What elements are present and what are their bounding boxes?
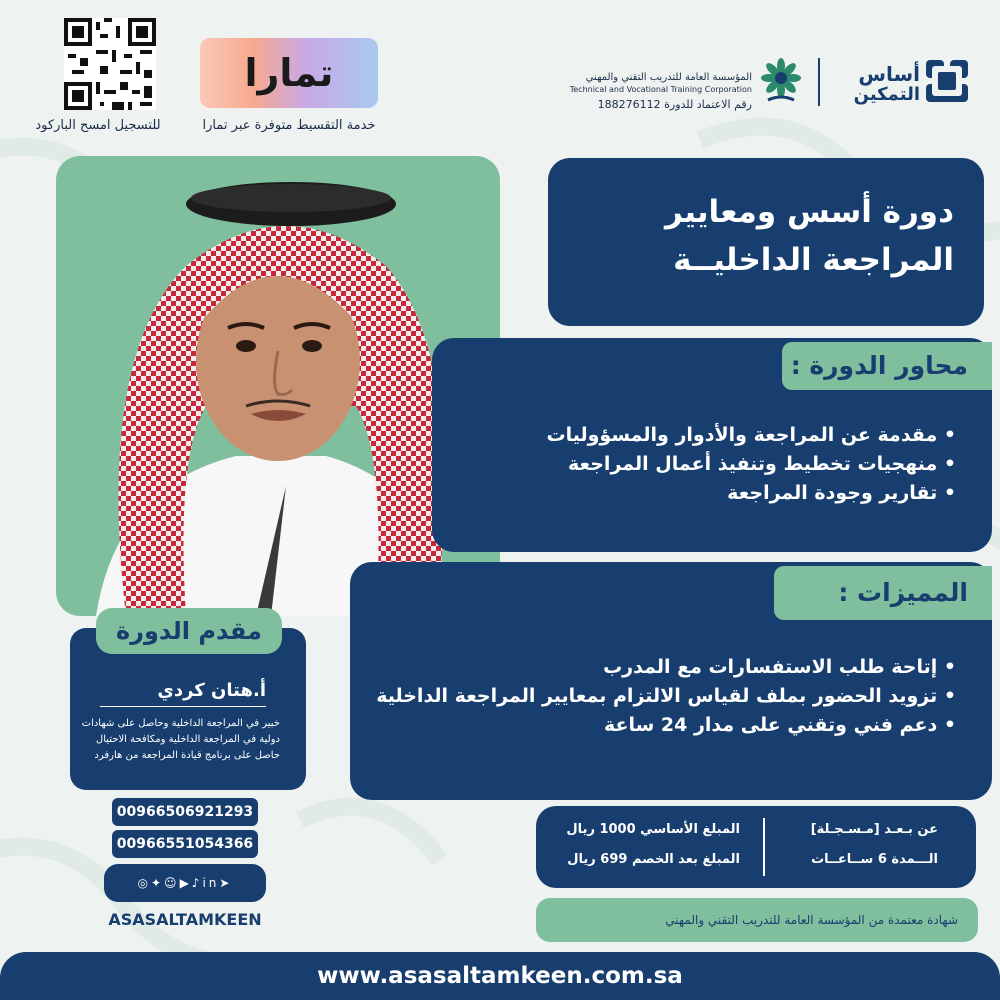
features-item: • تزويد الحضور بملف لقياس الالتزام بمعايير المراجعة الداخلية — [376, 685, 956, 707]
delivery-mode: عن بـعـد [مـسـجـلة] — [810, 822, 938, 837]
tamara-caption: خدمة التقسيط متوفرة عبر تمارا — [202, 118, 376, 133]
pricing-divider — [763, 818, 765, 876]
tamara-logo — [200, 38, 378, 108]
presenter-divider — [100, 706, 266, 707]
course-title-line2: المراجعة الداخليــة — [673, 242, 954, 278]
base-price: المبلغ الأساسي 1000 ريال — [566, 822, 740, 837]
certificate-note: شهادة معتمدة من المؤسسة العامة للتدريب التقني والمهني — [536, 898, 978, 942]
tvtc-name-en: Technical and Vocational Training Corporation — [569, 85, 752, 94]
tvtc-name-ar: المؤسسة العامة للتدريب التقني والمهني — [585, 72, 752, 83]
phone-number-2[interactable]: 00966551054366 — [112, 830, 258, 858]
axes-item: • تقارير وجودة المراجعة — [727, 482, 956, 504]
course-duration: الـــمدة 6 ســاعــات — [811, 852, 938, 867]
instagram-icon[interactable]: ◎ — [137, 876, 151, 890]
presenter-bio-line: دولية في المراجعة الداخلية ومكافحة الاحتيال — [95, 734, 280, 745]
tiktok-icon[interactable]: ♪ — [191, 876, 203, 890]
qr-code[interactable] — [64, 18, 156, 110]
pricing-card — [536, 806, 976, 888]
features-label: المميزات : — [774, 566, 992, 620]
presenter-bio-line: حاصل على برنامج قيادة المراجعة من هارفرد — [94, 750, 280, 761]
presenter-name: أ.هتان كردي — [157, 680, 266, 701]
discount-price: المبلغ بعد الخصم 699 ريال — [567, 852, 740, 867]
course-title-card — [548, 158, 984, 326]
tamara-logo-text: تمارا — [244, 51, 334, 95]
features-item: • إتاحة طلب الاستفسارات مع المدرب — [603, 656, 956, 678]
axes-label: محاور الدورة : — [782, 342, 992, 390]
social-icons — [104, 864, 266, 902]
snapchat-icon[interactable]: ☺ — [164, 876, 180, 890]
asas-logo-icon — [926, 60, 968, 102]
brand-logo-line2: التمكين — [853, 84, 920, 105]
presenter-bio — [80, 716, 280, 764]
twitter-icon[interactable]: ✦ — [150, 876, 165, 890]
course-axes-card — [432, 338, 992, 552]
brand-logo-line1: أساس — [858, 62, 920, 86]
header-divider — [818, 58, 820, 106]
course-title-line1: دورة أسس ومعايير — [664, 194, 954, 230]
features-item: • دعم فني وتقني على مدار 24 ساعة — [603, 714, 956, 736]
qr-caption: للتسجيل امسح الباركود — [35, 118, 161, 133]
presenter-tag: مقدم الدورة — [96, 608, 282, 654]
website-link[interactable]: www.asasaltamkeen.com.sa — [317, 963, 683, 989]
tvtc-logo-icon — [756, 56, 806, 106]
axes-item: • منهجيات تخطيط وتنفيذ أعمال المراجعة — [567, 453, 956, 475]
accreditation-number: رقم الاعتماد للدورة 188276112 — [597, 98, 752, 111]
axes-item: • مقدمة عن المراجعة والأدوار والمسؤوليات — [546, 424, 956, 446]
phone-number-1[interactable]: 00966506921293 — [112, 798, 258, 826]
presenter-bio-line: خبير في المراجعة الداخلية وحاصل على شهادات — [81, 718, 280, 729]
brand-handle: ASASALTAMKEEN — [108, 910, 262, 929]
linkedin-icon[interactable]: in — [202, 876, 220, 890]
telegram-icon[interactable]: ➤ — [219, 876, 233, 890]
features-list — [376, 656, 956, 743]
features-card — [350, 562, 992, 800]
youtube-icon[interactable]: ▶ — [179, 876, 192, 890]
axes-list — [546, 424, 956, 511]
